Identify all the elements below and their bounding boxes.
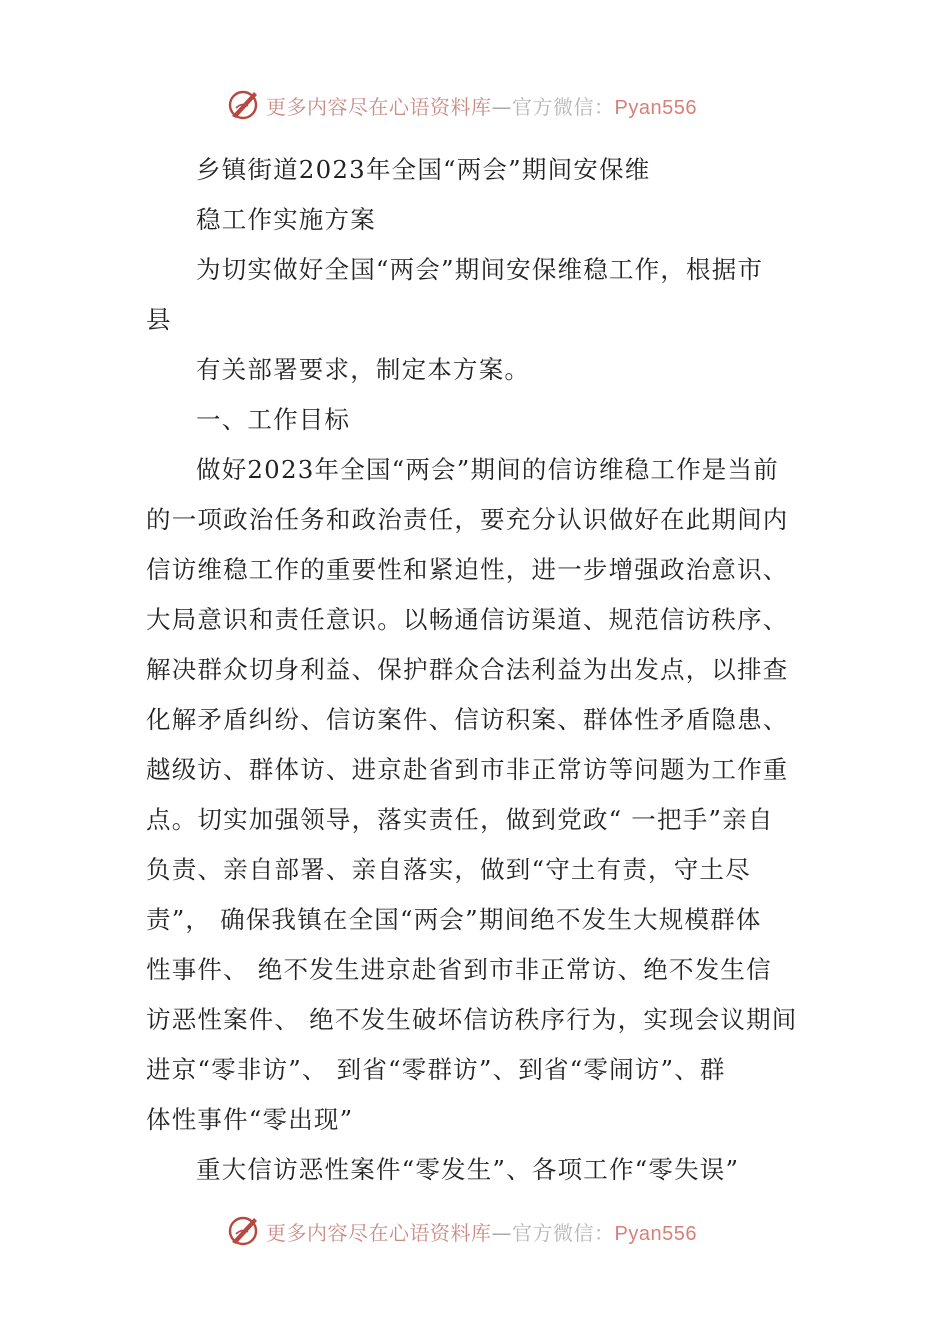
paragraph-line: 负责、亲自部署、亲自落实，做到“守土有责，守土尽 bbox=[146, 855, 751, 884]
dash: — bbox=[491, 1221, 512, 1245]
wechat-id: Pyan556 bbox=[614, 97, 697, 119]
watermark-text bbox=[266, 1217, 697, 1246]
watermark-text bbox=[266, 91, 697, 120]
paragraph-line: 性事件、 绝不发生进京赴省到市非正常访、绝不发生信 bbox=[146, 955, 772, 984]
paragraph-line: 进京“零非访”、 到省“零群访”、到省“零闹访”、群 bbox=[146, 1055, 726, 1084]
paragraph-line: 越级访、群体访、进京赴省到市非正常访等问题为工作重 bbox=[146, 755, 789, 784]
paragraph-line: 责”， 确保我镇在全国“两会”期间绝不发生大规模群体 bbox=[146, 905, 762, 934]
section-heading: 一、工作目标 bbox=[196, 405, 351, 434]
title-line-1: 乡镇街道2023年全国“两会”期间安保维 bbox=[196, 155, 651, 184]
paragraph-line: 有关部署要求，制定本方案。 bbox=[196, 355, 531, 384]
site-name: 更多内容尽在心语资料库 bbox=[266, 95, 492, 119]
paragraph-line: 访恶性案件、 绝不发生破坏信访秩序行为，实现会议期间 bbox=[146, 1005, 798, 1034]
paragraph-line: 解决群众切身利益、保护群众合法利益为出发点，以排查 bbox=[146, 655, 789, 684]
wechat-label: 官方微信： bbox=[512, 95, 615, 119]
paragraph-line: 体性事件“零出现” bbox=[146, 1105, 354, 1134]
paragraph-line: 县 bbox=[146, 305, 172, 334]
title-line-2: 稳工作实施方案 bbox=[196, 205, 376, 234]
paragraph-line: 大局意识和责任意识。以畅通信访渠道、规范信访秩序、 bbox=[146, 605, 789, 634]
paragraph-line: 点。切实加强领导，落实责任，做到党政“ 一把手”亲自 bbox=[146, 805, 774, 834]
header-watermark bbox=[0, 84, 950, 124]
paragraph-line: 化解矛盾纠纷、信访案件、信访积案、群体性矛盾隐患、 bbox=[146, 705, 789, 734]
paragraph-line: 信访维稳工作的重要性和紧迫性，进一步增强政治意识、 bbox=[146, 555, 789, 584]
paragraph-line: 为切实做好全国“两会”期间安保维稳工作，根据市 bbox=[196, 255, 764, 284]
dash: — bbox=[491, 95, 512, 119]
pen-logo-icon bbox=[226, 1212, 262, 1248]
wechat-label: 官方微信： bbox=[512, 1221, 615, 1245]
wechat-id: Pyan556 bbox=[614, 1223, 697, 1245]
paragraph-line: 做好2023年全国“两会”期间的信访维稳工作是当前 bbox=[196, 455, 779, 484]
footer-watermark bbox=[0, 1210, 950, 1250]
pen-logo-icon bbox=[226, 86, 262, 122]
paragraph-line: 的一项政治任务和政治责任，要充分认识做好在此期间内 bbox=[146, 505, 789, 534]
site-name: 更多内容尽在心语资料库 bbox=[266, 1221, 492, 1245]
paragraph-line: 重大信访恶性案件“零发生”、各项工作“零失误” bbox=[196, 1155, 740, 1184]
